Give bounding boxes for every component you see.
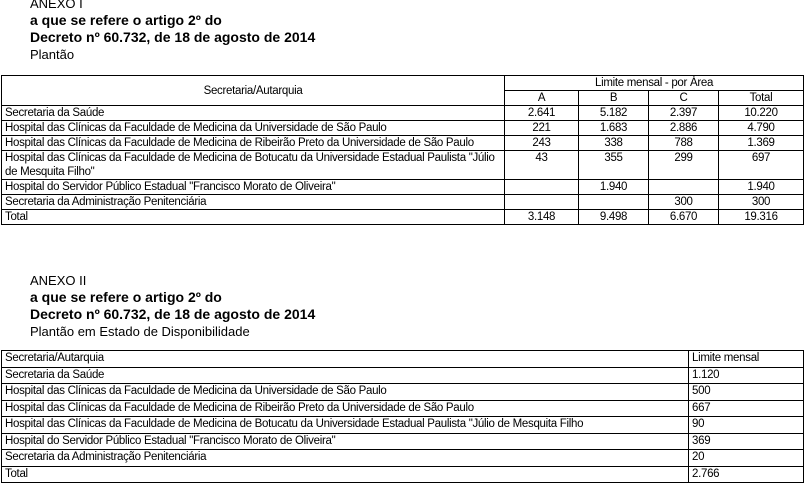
- annex1-label: Plantão: [30, 47, 75, 62]
- limit-cell: 500: [689, 384, 804, 401]
- area-c-cell: 2.886: [649, 121, 719, 136]
- table-row: [2, 121, 804, 136]
- area-b-cell: 5.182: [579, 106, 649, 121]
- column-header-c: C: [649, 91, 719, 106]
- table-row: [2, 180, 804, 195]
- column-header-a: A: [505, 91, 579, 106]
- area-c-cell: 2.397: [649, 106, 719, 121]
- annex1-subtitle: a que se refere o artigo 2º do: [30, 12, 222, 28]
- table-row: [2, 417, 804, 434]
- entity-cell: Secretaria da Administração Penitenciária: [2, 450, 689, 467]
- table-row: [2, 384, 804, 401]
- total-cell: 1.369: [719, 136, 804, 151]
- table-row: [2, 400, 804, 417]
- entity-cell: Secretaria da Saúde: [2, 367, 689, 384]
- annex2-title: ANEXO II: [30, 273, 87, 288]
- entity-cell: Hospital das Clínicas da Faculdade de Medicina de Botucatu da Universidade Estadual Paulista "Júlio de Mesquita Filho": [2, 151, 505, 180]
- area-b-cell: 1.683: [579, 121, 649, 136]
- total-cell: 4.790: [719, 121, 804, 136]
- area-b-cell: 355: [579, 151, 649, 180]
- area-b-cell: 338: [579, 136, 649, 151]
- area-a-cell: 243: [505, 136, 579, 151]
- total-cell: 697: [719, 151, 804, 180]
- annex2-table: [1, 350, 804, 483]
- area-b-cell: 1.940: [579, 180, 649, 195]
- area-a-cell: [505, 180, 579, 195]
- entity-column-header: Secretaria/Autarquia: [2, 351, 689, 368]
- table-row: [2, 433, 804, 450]
- annex1-header: [30, 0, 315, 63]
- table-row: [2, 450, 804, 467]
- table-header-row: [2, 351, 804, 368]
- table-row: [2, 106, 804, 121]
- area-a-cell: 43: [505, 151, 579, 180]
- area-c-cell: 299: [649, 151, 719, 180]
- entity-cell: Hospital das Clínicas da Faculdade de Medicina de Botucatu da Universidade Estadual Paulista "Júlio de Mesquita Filho: [2, 417, 689, 434]
- annex2-header: [30, 272, 315, 340]
- area-c-cell: 6.670: [649, 210, 719, 225]
- limit-cell: 667: [689, 400, 804, 417]
- entity-cell: Hospital das Clínicas da Faculdade de Medicina de Ribeirão Preto da Universidade de São Paulo: [2, 400, 689, 417]
- table-row: [2, 151, 804, 180]
- table-row: [2, 195, 804, 210]
- total-cell: 19.316: [719, 210, 804, 225]
- annex2-decree: Decreto nº 60.732, de 18 de agosto de 2014: [30, 306, 316, 322]
- entity-cell: Hospital do Servidor Público Estadual "Francisco Morato de Oliveira": [2, 433, 689, 450]
- area-c-cell: 788: [649, 136, 719, 151]
- entity-cell: Hospital das Clínicas da Faculdade de Medicina de Ribeirão Preto da Universidade de São Paulo: [2, 136, 505, 151]
- table-total-row: [2, 466, 804, 483]
- limit-cell: 90: [689, 417, 804, 434]
- total-cell: 300: [719, 195, 804, 210]
- area-a-cell: 3.148: [505, 210, 579, 225]
- area-c-cell: 300: [649, 195, 719, 210]
- area-a-cell: [505, 195, 579, 210]
- entity-cell: Total: [2, 210, 505, 225]
- entity-cell: Secretaria da Administração Penitenciária: [2, 195, 505, 210]
- area-b-cell: [579, 195, 649, 210]
- entity-cell: Hospital das Clínicas da Faculdade de Medicina da Universidade de São Paulo: [2, 121, 505, 136]
- area-a-cell: 221: [505, 121, 579, 136]
- annex1-title: ANEXO I: [30, 0, 83, 11]
- limit-cell: 2.766: [689, 466, 804, 483]
- entity-cell: Secretaria da Saúde: [2, 106, 505, 121]
- limit-cell: 369: [689, 433, 804, 450]
- entity-cell: Hospital das Clínicas da Faculdade de Medicina da Universidade de São Paulo: [2, 384, 689, 401]
- table-row: [2, 136, 804, 151]
- area-b-cell: 9.498: [579, 210, 649, 225]
- entity-column-header: Secretaria/Autarquia: [2, 76, 505, 106]
- area-a-cell: 2.641: [505, 106, 579, 121]
- limit-cell: 20: [689, 450, 804, 467]
- table-row: [2, 367, 804, 384]
- area-limit-header: Limite mensal - por Área: [505, 76, 804, 91]
- total-cell: 1.940: [719, 180, 804, 195]
- annex2-subtitle: a que se refere o artigo 2º do: [30, 289, 222, 305]
- column-header-total: Total: [719, 91, 804, 106]
- limit-cell: 1.120: [689, 367, 804, 384]
- annex2-label: Plantão em Estado de Disponibilidade: [30, 324, 250, 339]
- entity-cell: Hospital do Servidor Público Estadual "Francisco Morato de Oliveira": [2, 180, 505, 195]
- limit-column-header: Limite mensal: [689, 351, 804, 368]
- annex1-decree: Decreto nº 60.732, de 18 de agosto de 2014: [30, 29, 316, 45]
- total-cell: 10.220: [719, 106, 804, 121]
- table-total-row: [2, 210, 804, 225]
- annex1-table: [1, 75, 804, 225]
- entity-cell: Total: [2, 466, 689, 483]
- column-header-b: B: [579, 91, 649, 106]
- area-c-cell: [649, 180, 719, 195]
